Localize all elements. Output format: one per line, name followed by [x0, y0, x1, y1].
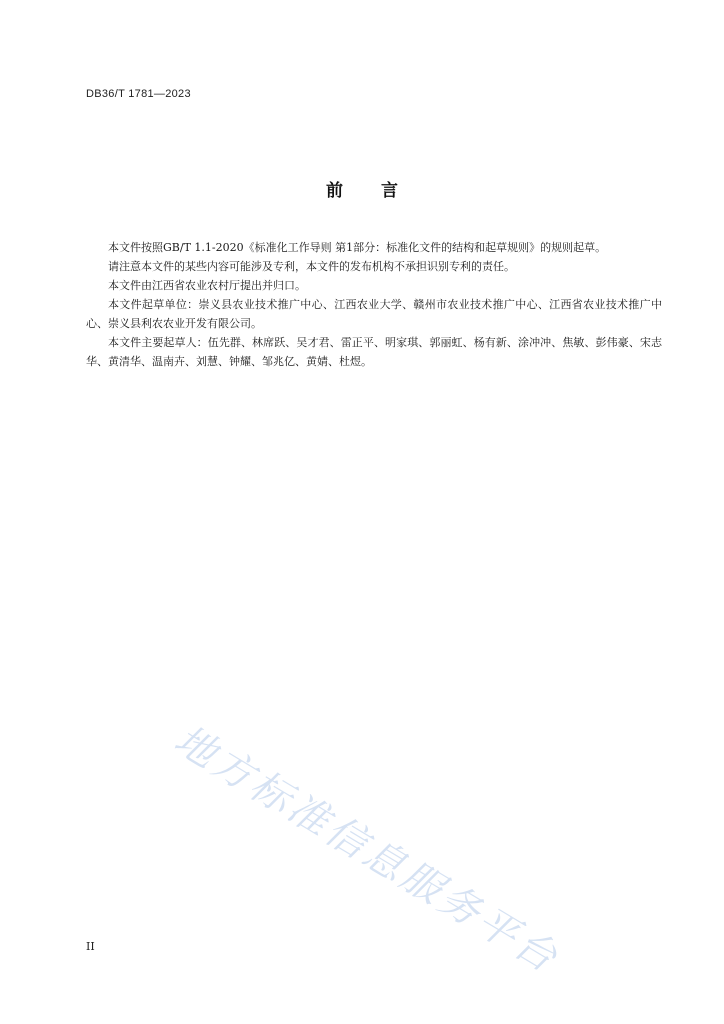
watermark-text: 地方标准信息服务平台	[166, 716, 568, 983]
foreword-body	[86, 238, 662, 371]
page-number: II	[86, 940, 95, 953]
paragraph-drafters: 本文件主要起草人：伍先群、林席跃、吴才君、雷正平、明家琪、郭丽虹、杨有新、涂冲冲、焦敏、彭伟豪、宋志华、黄清华、温南卉、刘慧、钟耀、邹兆亿、黄婧、杜煜。	[86, 336, 662, 368]
title-char-2: 言	[381, 181, 398, 201]
document-number: DB36/T 1781—2023	[86, 88, 191, 100]
title-char-1: 前	[326, 181, 343, 201]
paragraph-drafting-rules: 本文件按照GB/T 1.1-2020《标准化工作导则 第1部分：标准化文件的结构和起草规则》的规则起草。	[108, 241, 607, 254]
paragraph-drafting-units: 本文件起草单位：崇义县农业技术推广中心、江西农业大学、赣州市农业技术推广中心、江西省农业技术推广中心、崇义县利农农业开发有限公司。	[86, 298, 662, 330]
page-title	[0, 176, 724, 201]
paragraph-patent-notice: 请注意本文件的某些内容可能涉及专利，本文件的发布机构不承担识别专利的责任。	[108, 260, 515, 273]
paragraph-proposer: 本文件由江西省农业农村厅提出并归口。	[108, 279, 306, 292]
